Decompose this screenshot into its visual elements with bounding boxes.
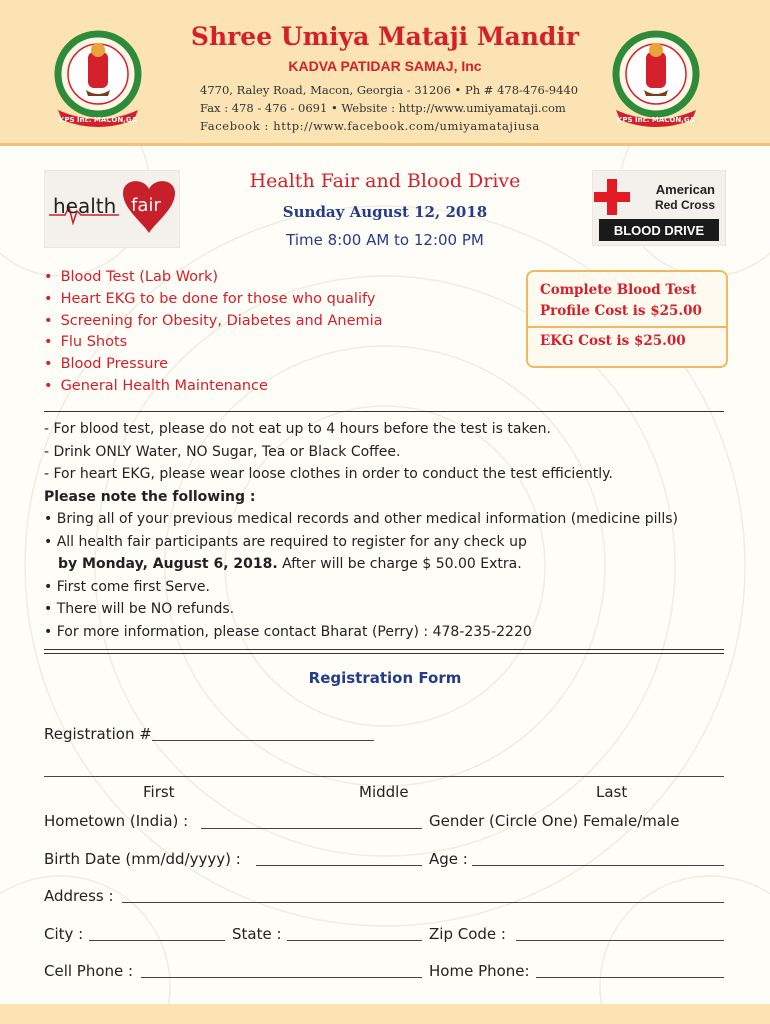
last-name-label: Last bbox=[596, 783, 628, 801]
hometown-label: Hometown (India) : bbox=[44, 812, 189, 830]
cell-phone-label: Cell Phone : bbox=[44, 962, 134, 980]
event-time: Time 8:00 AM to 12:00 PM bbox=[286, 231, 484, 249]
blood-drive-text: BLOOD DRIVE bbox=[613, 223, 705, 238]
hometown-field[interactable] bbox=[201, 828, 422, 829]
zip-code-label: Zip Code : bbox=[429, 925, 506, 943]
services-list bbox=[44, 267, 383, 398]
organization-facebook: Facebook : http://www.facebook.com/umiyamatajiusa bbox=[200, 119, 540, 133]
service-item: • Blood Pressure bbox=[44, 354, 383, 376]
register-deadline: by Monday, August 6, 2018. bbox=[58, 556, 278, 572]
registration-number-field[interactable] bbox=[152, 740, 374, 741]
city-label: City : bbox=[44, 925, 84, 943]
organization-title: Shree Umiya Mataji Mandir bbox=[190, 22, 580, 51]
event-title: Health Fair and Blood Drive bbox=[249, 170, 521, 192]
section-divider bbox=[44, 649, 724, 650]
age-field[interactable] bbox=[472, 865, 724, 866]
first-name-label: First bbox=[143, 783, 175, 801]
section-divider bbox=[44, 653, 724, 654]
svg-text:KPS Inc. MACON,GA: KPS Inc. MACON,GA bbox=[616, 116, 696, 124]
gender-label: Gender (Circle One) Female/male bbox=[429, 812, 680, 830]
registration-form-title: Registration Form bbox=[308, 669, 462, 687]
note-item: • There will be NO refunds. bbox=[44, 601, 235, 617]
service-item: • Flu Shots bbox=[44, 332, 383, 354]
zip-code-field[interactable] bbox=[516, 940, 724, 941]
notes-heading: Please note the following : bbox=[44, 488, 256, 505]
city-field[interactable] bbox=[89, 940, 225, 941]
organization-address: 4770, Raley Road, Macon, Georgia - 31206 • Ph # 478-476-9440 bbox=[200, 83, 579, 97]
birth-date-label: Birth Date (mm/dd/yyyy) : bbox=[44, 850, 241, 868]
section-divider bbox=[44, 411, 724, 412]
note-item-continued bbox=[44, 553, 734, 576]
instructions-section bbox=[44, 418, 734, 643]
address-label: Address : bbox=[44, 887, 114, 905]
footer-bar bbox=[0, 1004, 770, 1024]
event-date: Sunday August 12, 2018 bbox=[282, 203, 488, 221]
instruction-line: - Drink ONLY Water, NO Sugar, Tea or Black Coffee. bbox=[44, 443, 401, 460]
late-fee-text: After will be charge $ 50.00 Extra. bbox=[277, 556, 522, 572]
home-phone-field[interactable] bbox=[536, 977, 724, 978]
state-label: State : bbox=[232, 925, 282, 943]
address-field[interactable] bbox=[122, 902, 724, 903]
birth-date-field[interactable] bbox=[256, 865, 422, 866]
cost-box bbox=[526, 270, 728, 368]
service-item: • Heart EKG to be done for those who qualify bbox=[44, 289, 383, 311]
blood-test-cost: Complete Blood Test Profile Cost is $25.00 bbox=[540, 282, 702, 319]
health-logo-text: health bbox=[53, 194, 117, 218]
red-cross-text-red-cross: Red Cross bbox=[654, 198, 715, 212]
state-field[interactable] bbox=[287, 940, 422, 941]
registration-number-label: Registration # bbox=[44, 725, 152, 743]
ekg-cost: EKG Cost is $25.00 bbox=[540, 333, 686, 349]
home-phone-label: Home Phone: bbox=[429, 962, 530, 980]
instruction-line: - For blood test, please do not eat up to 4 hours before the test is taken. bbox=[44, 421, 551, 437]
note-item: • For more information, please contact Bharat (Perry) : 478-235-2220 bbox=[44, 623, 532, 640]
organization-fax-website: Fax : 478 - 476 - 0691 • Website : http://www.umiyamataji.com bbox=[200, 101, 566, 115]
organization-subtitle: KADVA PATIDAR SAMAJ, Inc bbox=[288, 58, 482, 74]
service-item: • Blood Test (Lab Work) bbox=[44, 267, 383, 289]
service-item: • General Health Maintenance bbox=[44, 376, 383, 398]
service-item: • Screening for Obesity, Diabetes and Anemia bbox=[44, 311, 383, 333]
cell-phone-field[interactable] bbox=[141, 977, 422, 978]
letterhead bbox=[0, 0, 770, 146]
svg-text:KPS Inc. MACON,GA: KPS Inc. MACON,GA bbox=[58, 116, 138, 124]
middle-name-label: Middle bbox=[359, 783, 409, 801]
cost-divider bbox=[528, 326, 726, 328]
note-item: • Bring all of your previous medical records and other medical information (medicine pills) bbox=[44, 511, 679, 527]
instruction-line: - For heart EKG, please wear loose clothes in order to conduct the test efficiently. bbox=[44, 466, 613, 482]
age-label: Age : bbox=[429, 850, 468, 868]
red-cross-text-american: American bbox=[655, 182, 715, 197]
fair-logo-text: fair bbox=[131, 195, 161, 216]
note-item: • First come first Serve. bbox=[44, 578, 210, 595]
note-item: • All health fair participants are required to register for any check up bbox=[44, 533, 527, 550]
full-name-field[interactable] bbox=[44, 776, 724, 777]
